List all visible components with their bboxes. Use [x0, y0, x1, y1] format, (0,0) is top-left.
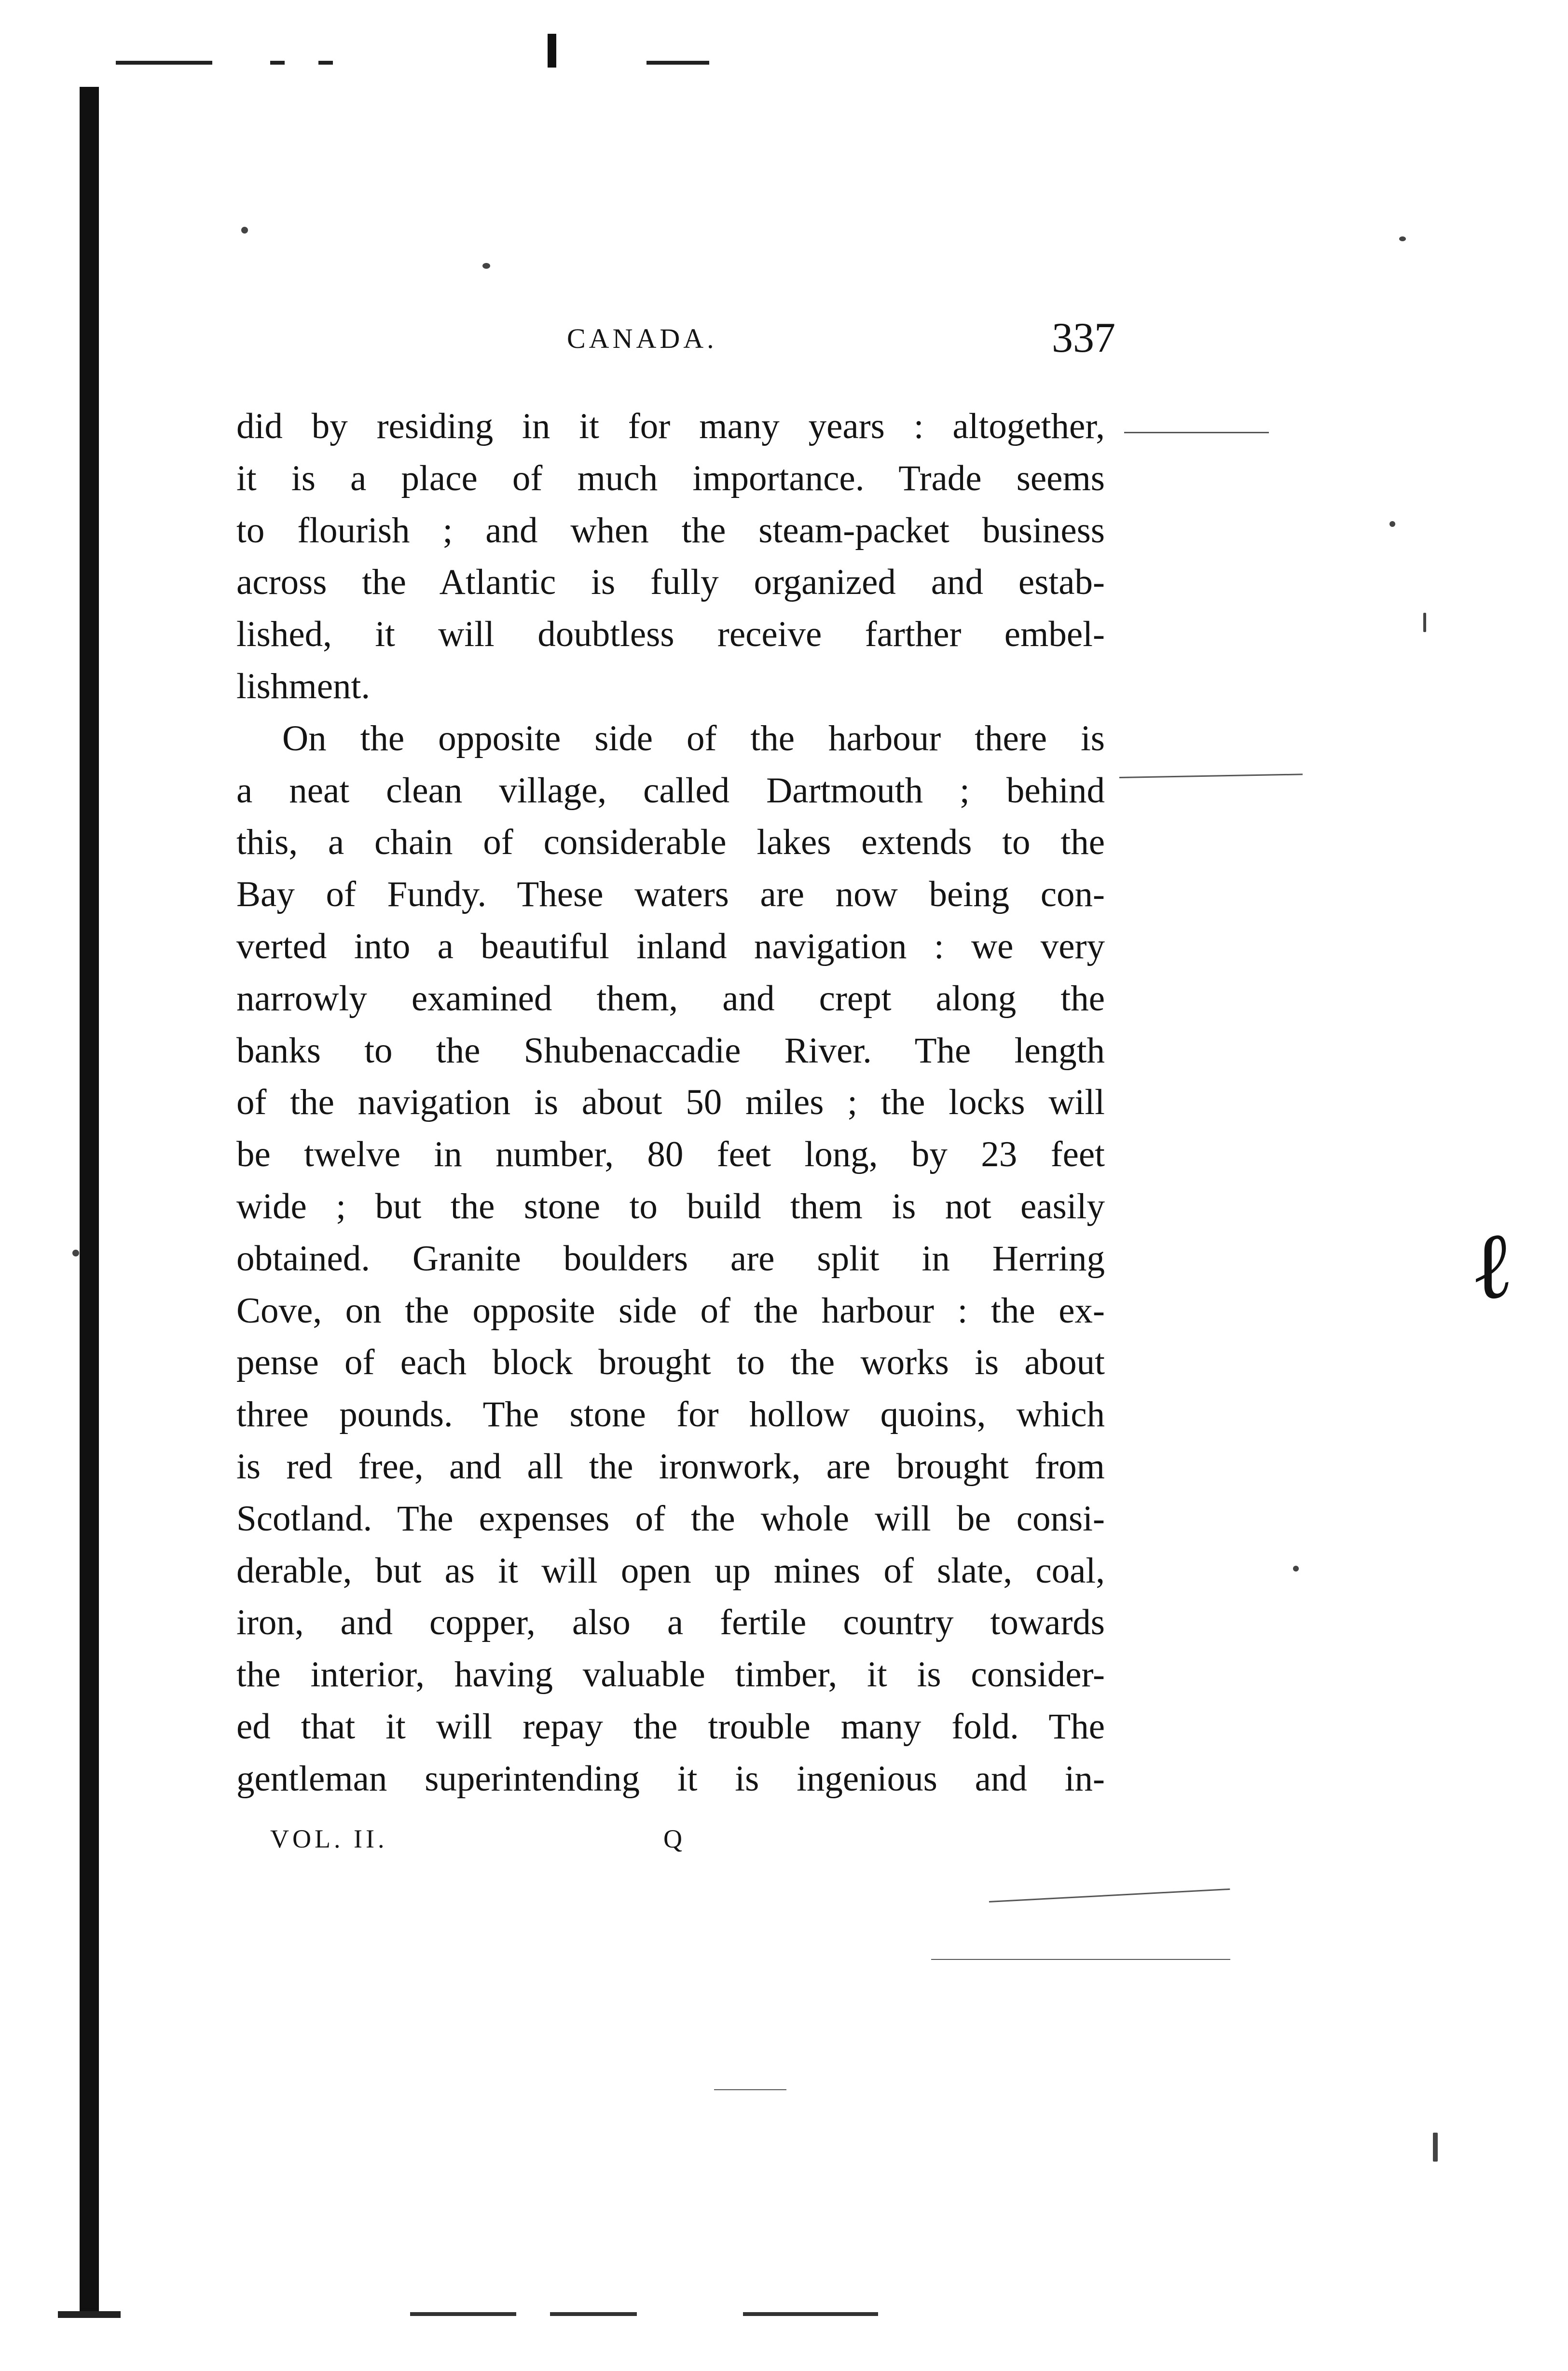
- scan-bottom-rule: [550, 2312, 637, 2316]
- text-line: gentleman superintending it is ingenious and in-: [236, 1758, 1105, 1799]
- text-line: pense of each block brought to the works is about: [236, 1342, 1105, 1383]
- scan-speck: [482, 263, 490, 269]
- scan-speck: [1433, 2133, 1438, 2162]
- scan-speck: [1389, 521, 1395, 527]
- text-line: lished, it will doubtless receive farther embel-: [236, 614, 1105, 655]
- text-line: this, a chain of considerable lakes extends to the: [236, 822, 1105, 863]
- running-head: CANADA.: [567, 323, 717, 354]
- pencil-mark: [1119, 773, 1303, 778]
- text-line: Bay of Fundy. These waters are now being con-: [236, 874, 1105, 915]
- text-line: ed that it will repay the trouble many fold. The: [236, 1706, 1105, 1747]
- scan-speck: [72, 1250, 79, 1256]
- text-line: derable, but as it will open up mines of slate, coal,: [236, 1550, 1105, 1591]
- paragraph: [236, 400, 1105, 713]
- text-line: On the opposite side of the harbour there is: [282, 718, 1105, 758]
- scan-top-rule: [318, 61, 333, 65]
- text-line: to flourish ; and when the steam-packet business: [236, 510, 1105, 551]
- scan-top-rule: [270, 61, 285, 65]
- text-line: of the navigation is about 50 miles ; the locks will: [236, 1082, 1105, 1123]
- page-number: 337: [1052, 315, 1115, 361]
- scan-top-rule: [646, 61, 709, 65]
- scan-top-mark: [548, 34, 556, 68]
- paragraph: [236, 713, 1105, 1805]
- scan-speck: [1399, 236, 1406, 241]
- margin-pen-mark: ℓ: [1462, 1210, 1519, 1323]
- page-binding-edge: [80, 87, 99, 2316]
- pencil-mark: [989, 1889, 1230, 1902]
- scan-speck: [1423, 613, 1426, 632]
- scan-top-rule: [116, 61, 212, 65]
- text-line: across the Atlantic is fully organized and estab-: [236, 562, 1105, 603]
- text-line: Cove, on the opposite side of the harbour : the ex-: [236, 1290, 1105, 1331]
- body-text: [236, 400, 1105, 1805]
- text-line: is red free, and all the ironwork, are brought from: [236, 1446, 1105, 1487]
- text-line: wide ; but the stone to build them is not easily: [236, 1186, 1105, 1227]
- pencil-mark: [1124, 432, 1269, 433]
- scan-speck: [241, 227, 248, 234]
- signature-mark: Q: [663, 1824, 686, 1853]
- pencil-mark: [714, 2089, 786, 2090]
- text-line: a neat clean village, called Dartmouth ; behind: [236, 770, 1105, 811]
- text-line: narrowly examined them, and crept along the: [236, 978, 1105, 1019]
- text-line: lishment.: [236, 666, 371, 706]
- text-line: verted into a beautiful inland navigation : we very: [236, 926, 1105, 966]
- text-line: be twelve in number, 80 feet long, by 23 feet: [236, 1134, 1105, 1175]
- scan-bottom-rule: [743, 2312, 878, 2316]
- text-line: banks to the Shubenaccadie River. The length: [236, 1030, 1105, 1071]
- text-line: three pounds. The stone for hollow quoins, which: [236, 1394, 1105, 1435]
- page-binding-foot: [58, 2311, 121, 2318]
- scan-bottom-rule: [410, 2312, 516, 2316]
- text-line: obtained. Granite boulders are split in Herring: [236, 1238, 1105, 1279]
- text-line: iron, and copper, also a fertile country towards: [236, 1602, 1105, 1643]
- text-line: Scotland. The expenses of the whole will be consi-: [236, 1498, 1105, 1539]
- text-line: did by residing in it for many years : altogether,: [236, 406, 1105, 446]
- text-line: it is a place of much importance. Trade seems: [236, 458, 1105, 498]
- scan-speck: [1293, 1566, 1299, 1571]
- pencil-mark: [931, 1959, 1230, 1960]
- text-line: the interior, having valuable timber, it is consider-: [236, 1654, 1105, 1695]
- signature-volume: VOL. II.: [270, 1824, 388, 1853]
